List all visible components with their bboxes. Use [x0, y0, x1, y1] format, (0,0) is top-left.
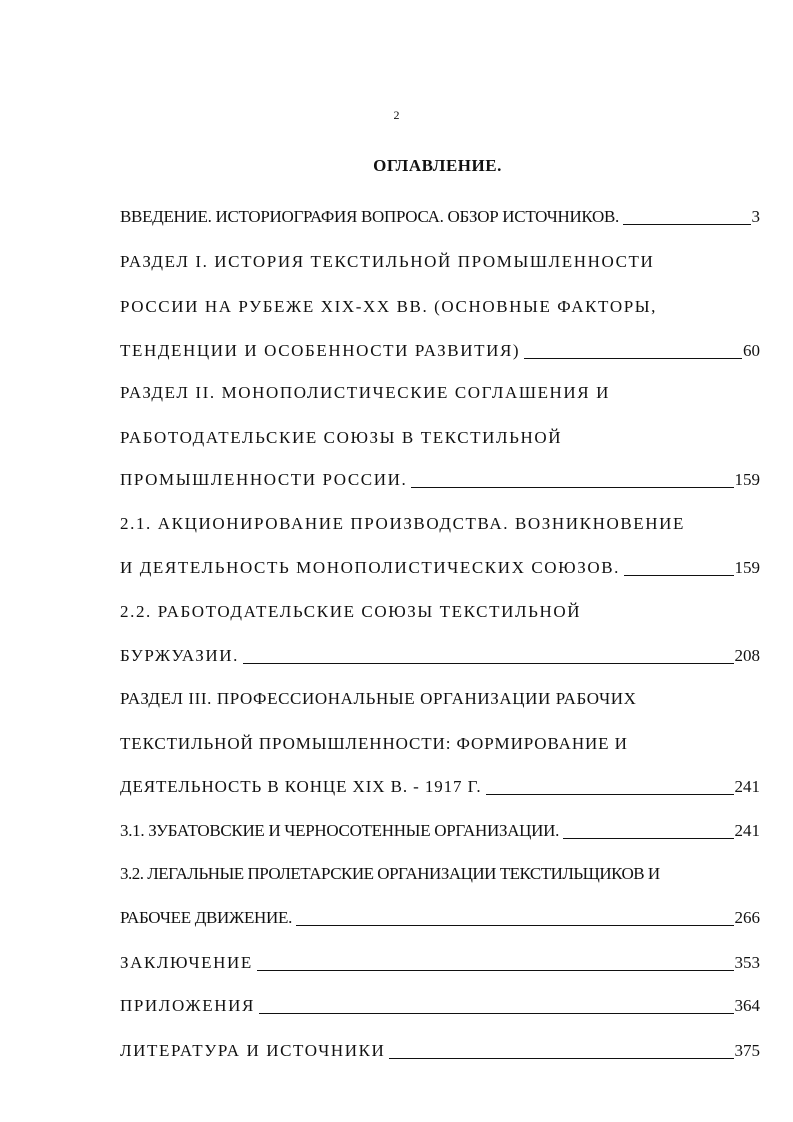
toc-entry — [120, 905, 760, 931]
toc-entry-text: ПРОМЫШЛЕННОСТИ РОССИИ. — [120, 470, 408, 489]
toc-entry-text: ПРИЛОЖЕНИЯ — [120, 996, 255, 1015]
toc-entry — [120, 294, 760, 320]
leader-line — [486, 793, 734, 795]
toc-entry-text: РАЗДЕЛ I. ИСТОРИЯ ТЕКСТИЛЬНОЙ ПРОМЫШЛЕННОСТИ — [120, 252, 655, 271]
page-title: ОГЛАВЛЕНИЕ. — [373, 156, 502, 175]
toc-entry-text: И ДЕЯТЕЛЬНОСТЬ МОНОПОЛИСТИЧЕСКИХ СОЮЗОВ. — [120, 558, 621, 577]
toc-entry-page: 241 — [734, 777, 760, 796]
toc-entry-page: 353 — [734, 953, 760, 972]
toc-entry — [120, 338, 760, 364]
toc-entry-text: 3.2. ЛЕГАЛЬНЫЕ ПРОЛЕТАРСКИЕ ОРГАНИЗАЦИИ ТЕКСТИЛЬЩИКОВ И — [120, 864, 660, 883]
toc-entry-page: 375 — [734, 1041, 760, 1060]
toc-entry — [120, 425, 760, 451]
toc-entry — [120, 555, 760, 581]
toc-entry-text: ЛИТЕРАТУРА И ИСТОЧНИКИ — [120, 1041, 386, 1060]
toc-entry-text: ТЕНДЕНЦИИ И ОСОБЕННОСТИ РАЗВИТИЯ) — [120, 341, 521, 360]
leader-line — [257, 969, 734, 971]
leader-line — [389, 1057, 733, 1059]
toc-entry — [120, 643, 760, 669]
toc-entry — [120, 1038, 760, 1064]
toc-entry — [120, 511, 760, 537]
toc-entry-text: РАБОТОДАТЕЛЬСКИЕ СОЮЗЫ В ТЕКСТИЛЬНОЙ — [120, 428, 563, 447]
leader-line — [563, 837, 733, 839]
toc-entry-text: ВВЕДЕНИЕ. ИСТОРИОГРАФИЯ ВОПРОСА. ОБЗОР ИСТОЧНИКОВ. — [120, 207, 620, 226]
toc-entry-page: 266 — [734, 908, 760, 927]
toc-entry-page: 208 — [734, 646, 760, 665]
toc-entry-text: РАЗДЕЛ III. ПРОФЕССИОНАЛЬНЫЕ ОРГАНИЗАЦИИ РАБОЧИХ — [120, 689, 637, 708]
toc-entry-text: ДЕЯТЕЛЬНОСТЬ В КОНЦЕ XIX В. - 1917 Г. — [120, 777, 482, 796]
toc-entry-text: 2.1. АКЦИОНИРОВАНИЕ ПРОИЗВОДСТВА. ВОЗНИКНОВЕНИЕ — [120, 514, 686, 533]
toc-entry — [120, 993, 760, 1019]
page-number: 2 — [393, 108, 400, 122]
toc-entry — [120, 467, 760, 493]
toc-entry-page: 3 — [751, 207, 760, 226]
toc-entry-page: 159 — [734, 558, 760, 577]
toc-entry-page: 364 — [734, 996, 760, 1015]
toc-entry-text: 2.2. РАБОТОДАТЕЛЬСКИЕ СОЮЗЫ ТЕКСТИЛЬНОЙ — [120, 602, 582, 621]
toc-entry-text: РОССИИ НА РУБЕЖЕ XIX-XX ВВ. (ОСНОВНЫЕ ФАКТОРЫ, — [120, 297, 658, 316]
leader-line — [243, 662, 733, 664]
leader-line — [623, 223, 750, 225]
toc-entry-text: РАЗДЕЛ II. МОНОПОЛИСТИЧЕСКИЕ СОГЛАШЕНИЯ И — [120, 383, 610, 402]
toc-entry — [120, 774, 760, 800]
toc-entry — [120, 599, 760, 625]
toc-entry — [120, 380, 760, 406]
leader-line — [524, 357, 742, 359]
leader-line — [296, 924, 733, 926]
toc-entry — [120, 950, 760, 976]
toc-entry — [120, 249, 760, 275]
toc-entry-text: РАБОЧЕЕ ДВИЖЕНИЕ. — [120, 908, 293, 927]
toc-entry — [120, 686, 760, 712]
toc-entry-text: 3.1. ЗУБАТОВСКИЕ И ЧЕРНОСОТЕННЫЕ ОРГАНИЗАЦИИ. — [120, 821, 560, 840]
toc-entry-page: 241 — [734, 821, 760, 840]
leader-line — [624, 574, 733, 576]
toc-entry-page: 159 — [734, 470, 760, 489]
toc-entry-text: ТЕКСТИЛЬНОЙ ПРОМЫШЛЕННОСТИ: ФОРМИРОВАНИЕ И — [120, 734, 628, 753]
toc-entry — [120, 731, 760, 757]
toc-entry-text: ЗАКЛЮЧЕНИЕ — [120, 953, 253, 972]
toc-entry — [120, 861, 760, 887]
leader-line — [259, 1012, 734, 1014]
leader-line — [411, 486, 733, 488]
toc-entry-page: 60 — [743, 341, 760, 360]
toc-entry — [120, 818, 760, 844]
toc-entry-text: БУРЖУАЗИИ. — [120, 646, 240, 665]
toc-entry — [120, 204, 760, 230]
